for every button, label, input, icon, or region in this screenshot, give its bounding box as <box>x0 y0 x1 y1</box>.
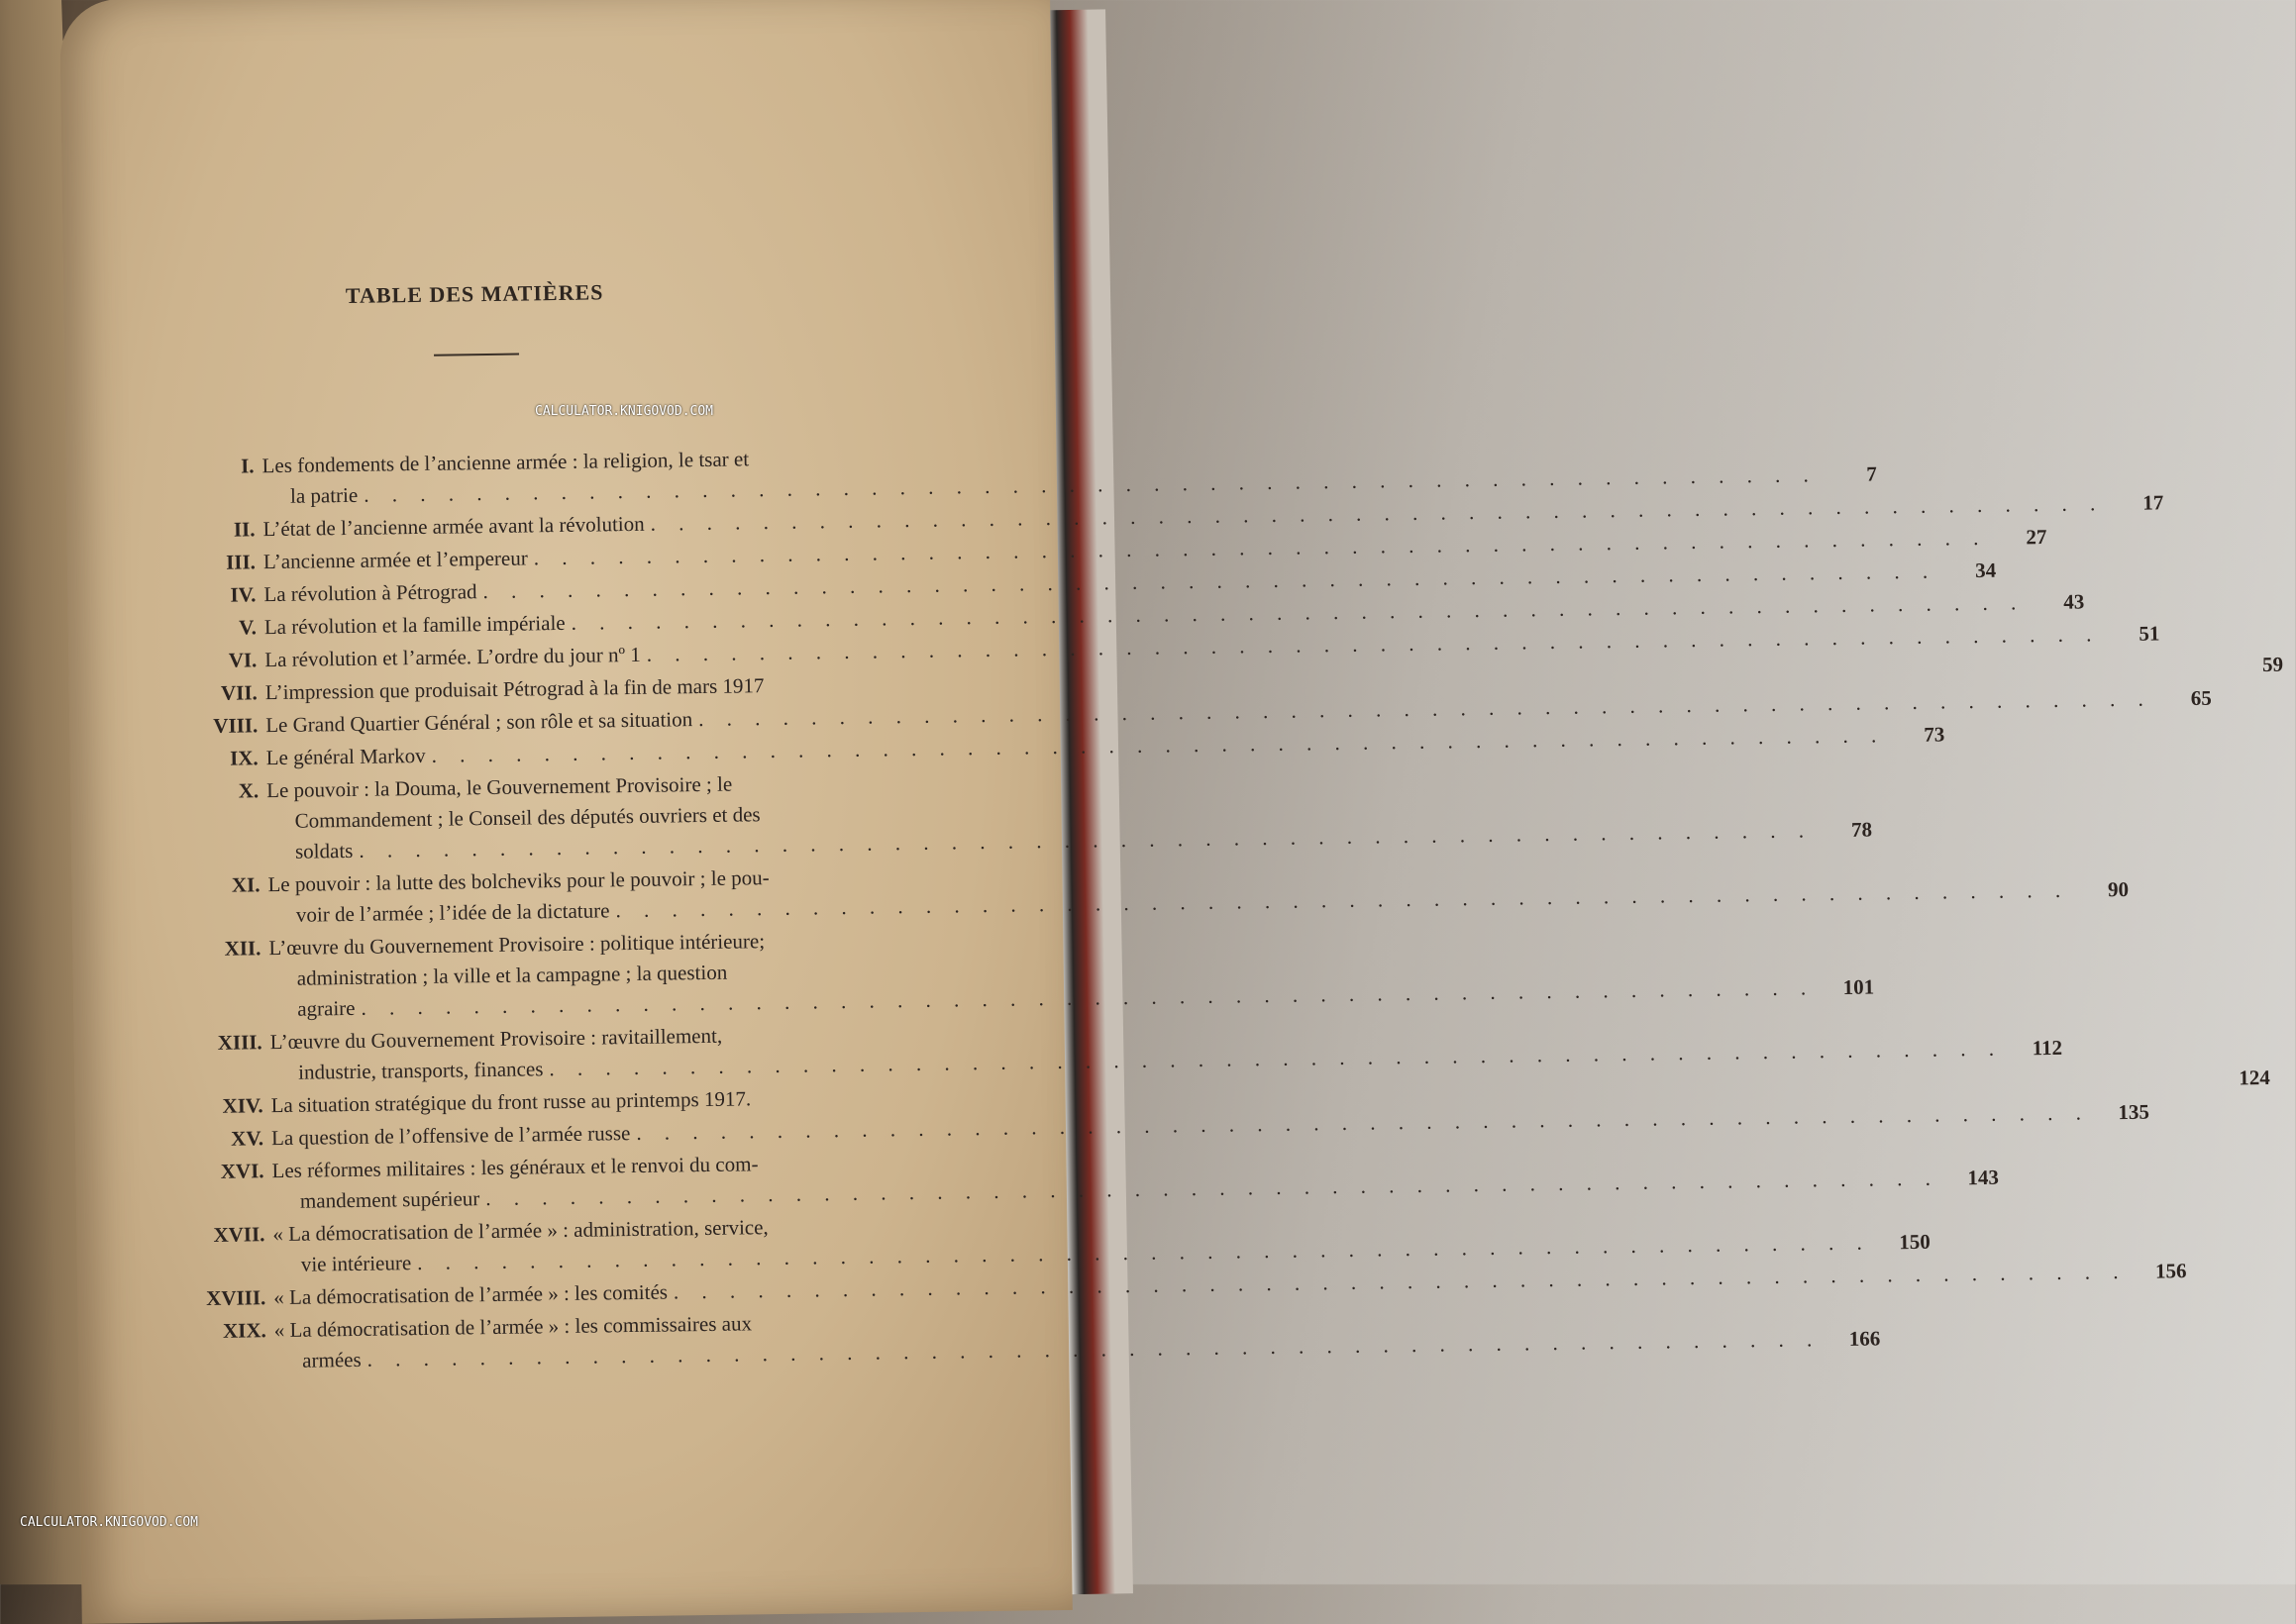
chapter-title-line: L’œuvre du Gouvernement Provisoire : ravitaillement, <box>269 1023 723 1055</box>
toc-entry <box>105 442 1877 514</box>
chapter-number: I. <box>240 454 255 478</box>
chapter-number: XIII. <box>217 1030 262 1055</box>
page-number: 73 <box>1924 722 1945 747</box>
chapter-title-line: Le Grand Quartier Général ; son rôle et sa situation <box>265 707 693 738</box>
chapter-title-line: Les fondements de l’ancienne armée : la religion, le tsar et <box>261 447 750 478</box>
chapter-title-line: L’ancienne armée et l’empereur <box>262 546 528 574</box>
table-of-contents <box>105 442 2284 1380</box>
page-number: 51 <box>2139 621 2160 646</box>
chapter-number: VI. <box>228 648 258 672</box>
chapter-title-line: administration ; la ville et la campagne ; la question <box>296 960 728 990</box>
chapter-title-line: Le pouvoir : la lutte des bolcheviks pour le pouvoir ; le pou- <box>267 865 770 897</box>
chapter-number: XI. <box>231 872 261 897</box>
toc-entry <box>110 766 1873 869</box>
chapter-number: V. <box>238 615 258 640</box>
chapter-title-line: La révolution et l’armée. L’ordre du jour nº 1 <box>264 642 641 672</box>
chapter-number: VIII. <box>213 713 259 738</box>
chapter-title-line: L’impression que produisait Pétrograd à la fin de mars 1917 <box>264 673 765 705</box>
toc-entry <box>114 1018 2063 1090</box>
watermark: CALCULATOR.KNIGOVOD.COM <box>20 1515 199 1530</box>
book-page <box>59 0 2284 1624</box>
chapter-title-line: La révolution à Pétrograd <box>263 579 477 607</box>
chapter-title-line: Le général Markov <box>265 743 426 770</box>
chapter-title-line: mandement supérieur <box>299 1186 480 1213</box>
chapter-title-line: L’état de l’ancienne armée avant la révolution <box>262 511 645 542</box>
chapter-title-line: soldats <box>294 838 354 863</box>
page-number: 43 <box>2063 589 2085 614</box>
chapter-number: XIX. <box>222 1318 266 1343</box>
toc-entry <box>115 1147 2000 1219</box>
chapter-number: II. <box>233 517 256 542</box>
chapter-title-line: Les réformes militaires : les généraux et le renvoi du com- <box>271 1152 759 1183</box>
page-number: 166 <box>1848 1326 1881 1351</box>
toc-entry <box>116 1210 1931 1282</box>
toc-entry <box>118 1306 1881 1378</box>
chapter-title-line: vie intérieure <box>300 1251 412 1276</box>
page-number: 90 <box>2107 876 2130 902</box>
page-number: 135 <box>2118 1099 2150 1125</box>
chapter-title-line: « La démocratisation de l’armée » : administration, service, <box>272 1215 769 1247</box>
chapter-title-line: La révolution et la famille impériale <box>263 610 566 640</box>
chapter-number: XVII. <box>213 1222 265 1247</box>
page-number: 78 <box>1850 817 1873 842</box>
page-number: 156 <box>2154 1259 2187 1283</box>
chapter-title-line: La situation stratégique du front russe au printemps 1917. <box>270 1086 752 1118</box>
page-number: 65 <box>2190 685 2212 711</box>
page-number: 34 <box>1975 558 1997 583</box>
toc-entry <box>111 861 2130 933</box>
chapter-number: XV. <box>231 1126 264 1151</box>
chapter-title-line: Commandement ; le Conseil des députés ouvriers et des <box>294 802 761 833</box>
page-title: TABLE DES MATIÈRES <box>345 279 604 308</box>
chapter-number: X. <box>238 778 260 803</box>
chapter-number: IV. <box>230 582 257 607</box>
page-number: 17 <box>2142 490 2164 515</box>
chapter-number: III. <box>225 550 257 574</box>
page-number: 124 <box>2239 1065 2270 1090</box>
chapter-title-line: voir de l’armée ; l’idée de la dictature <box>295 898 610 927</box>
chapter-title-line: armées <box>302 1347 362 1372</box>
chapter-title-line: « La démocratisation de l’armée » : les comités <box>273 1279 669 1310</box>
chapter-title-line: « La démocratisation de l’armée » : les commissaires aux <box>273 1311 753 1343</box>
page-number: 112 <box>2032 1035 2063 1061</box>
chapter-number: VII. <box>220 680 258 705</box>
toc-entry <box>112 924 1875 1027</box>
title-rule <box>434 354 519 356</box>
page-number: 59 <box>2261 652 2284 677</box>
page-number: 101 <box>1842 974 1875 999</box>
chapter-number: XVI. <box>220 1159 264 1183</box>
page-number: 143 <box>1967 1165 2000 1190</box>
chapter-title-line: la patrie <box>289 482 359 508</box>
chapter-number: XVIII. <box>206 1285 266 1311</box>
chapter-title-line: L’œuvre du Gouvernement Provisoire : politique intérieure; <box>268 929 766 961</box>
chapter-number: XIV. <box>222 1093 263 1118</box>
chapter-title-line: agraire <box>297 995 356 1021</box>
watermark: CALCULATOR.KNIGOVOD.COM <box>535 404 714 419</box>
chapter-title-line: La question de l’offensive de l’armée russe <box>270 1121 631 1151</box>
chapter-title-line: industrie, transports, finances <box>297 1057 544 1084</box>
chapter-title-line: Le pouvoir : la Douma, le Gouvernement Provisoire ; le <box>265 771 733 803</box>
chapter-number: IX. <box>229 746 259 770</box>
page-number: 7 <box>1866 461 1877 486</box>
page-number: 27 <box>2026 525 2047 550</box>
chapter-number: XII. <box>224 936 261 961</box>
page-number: 150 <box>1899 1229 1931 1255</box>
